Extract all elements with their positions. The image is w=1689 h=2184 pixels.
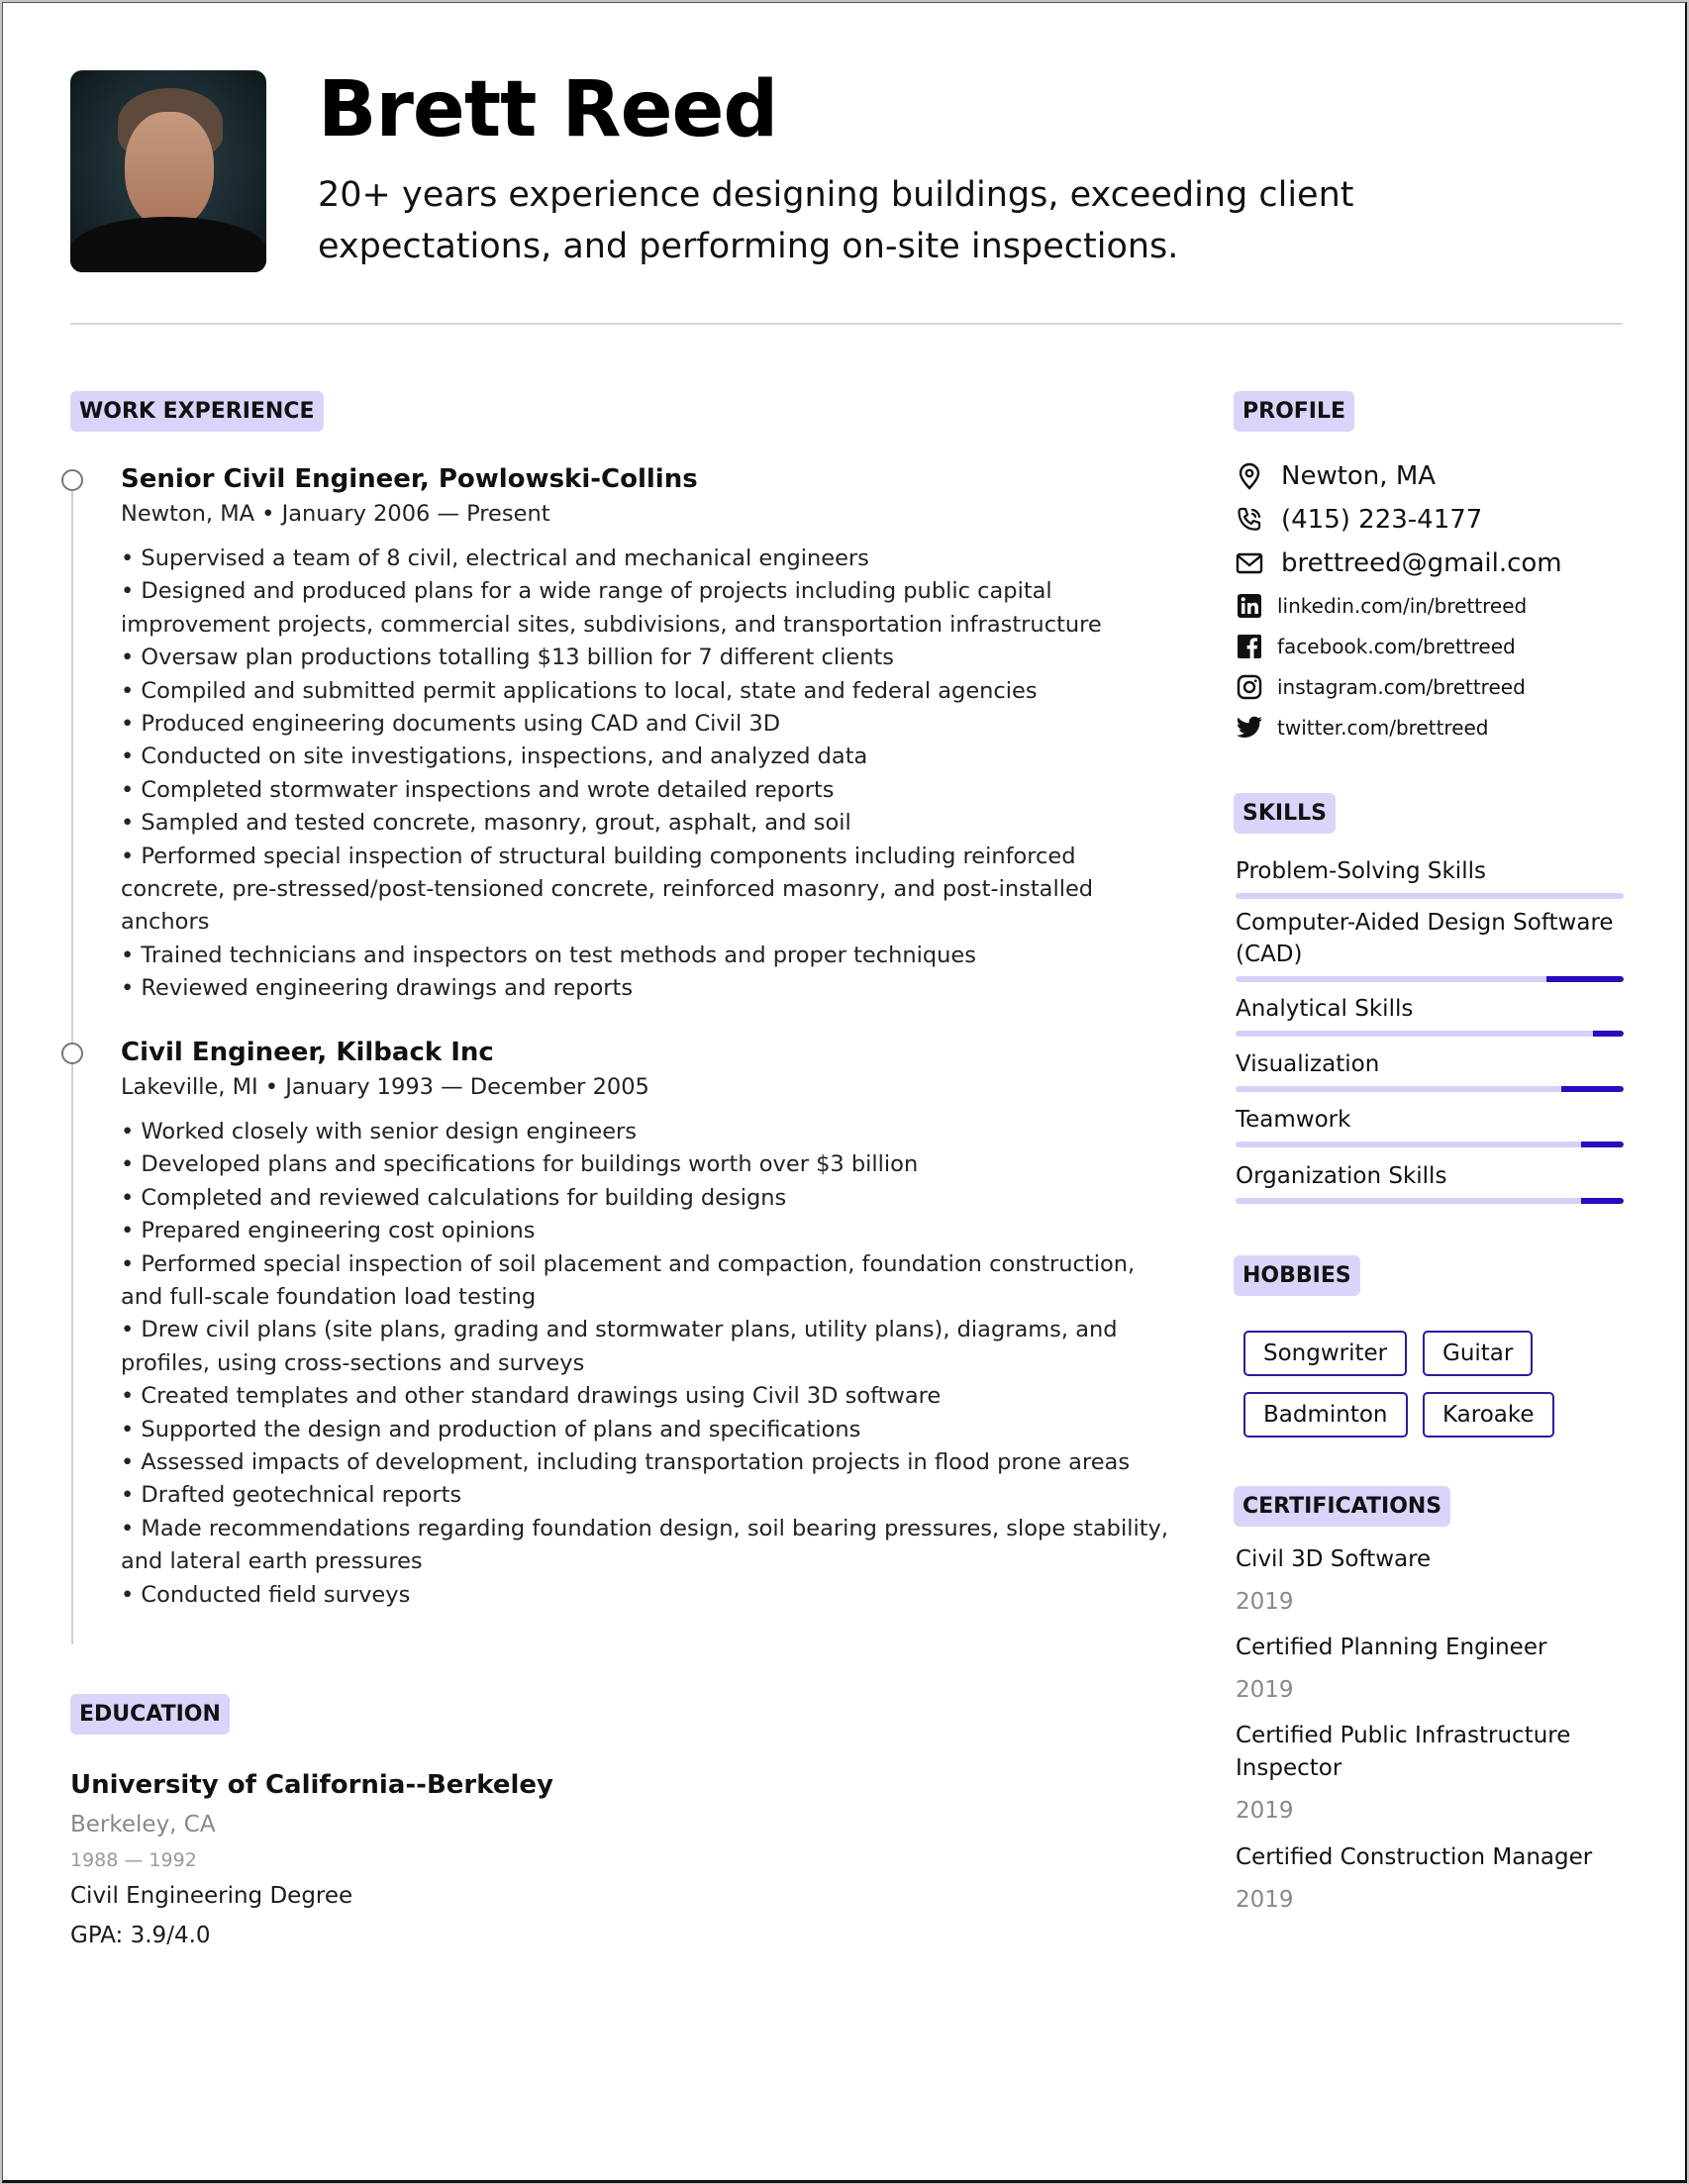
job-meta: Newton, MA • January 2006 — Present: [121, 501, 550, 527]
timeline-dot: [61, 1042, 83, 1064]
education-school: University of California--Berkeley: [70, 1770, 553, 1800]
hobby-tag: Guitar: [1423, 1331, 1533, 1376]
linkedin-icon: [1236, 592, 1263, 620]
skill-label: Problem-Solving Skills: [1236, 858, 1486, 884]
skill-item: [1236, 907, 1624, 982]
skill-bar-fill: [1546, 976, 1624, 982]
skill-bar-fill: [1593, 1031, 1624, 1037]
section-heading-skills: SKILLS: [1234, 793, 1336, 834]
resume-page: [2, 2, 1687, 2183]
job-bullet: • Conducted field surveys: [121, 1581, 411, 1608]
job-bullet: • Assessed impacts of development, including transportation projects in flood prone areas: [121, 1449, 1131, 1476]
certification-item: [1236, 1720, 1624, 1828]
education-degree: Civil Engineering Degree: [70, 1883, 353, 1909]
contact-linkedin: [1236, 585, 1632, 626]
certification-year: 2019: [1236, 1798, 1294, 1824]
section-heading-work-experience: WORK EXPERIENCE: [70, 391, 324, 432]
location-pin-icon: [1236, 462, 1263, 490]
twitter-icon: [1236, 714, 1263, 742]
job-bullet: • Drew civil plans (site plans, grading and stormwater plans, utility plans), diagrams, and profiles, using cross-sections and surveys: [121, 1317, 1118, 1376]
job-bullet: • Drafted geotechnical reports: [121, 1482, 462, 1509]
job-bullet: • Completed stormwater inspections and wrote detailed reports: [121, 776, 835, 803]
job-bullet: • Trained technicians and inspectors on test methods and proper techniques: [121, 942, 976, 968]
job-entry: [121, 461, 1170, 1006]
contact-phone: [1236, 498, 1632, 542]
section-heading-hobbies: HOBBIES: [1234, 1255, 1360, 1296]
skill-bar: [1236, 1142, 1624, 1147]
photo-shirt: [70, 217, 266, 272]
skill-bar: [1236, 976, 1624, 982]
contact-phone-text: (415) 223-4177: [1281, 505, 1483, 535]
job-title: Senior Civil Engineer, Powlowski-Collins: [121, 464, 698, 494]
skill-label: Organization Skills: [1236, 1163, 1447, 1189]
hobby-tag: Badminton: [1243, 1392, 1408, 1438]
job-bullet: • Conducted on site investigations, inspections, and analyzed data: [121, 744, 868, 770]
job-bullet: • Compiled and submitted permit applications to local, state and federal agencies: [121, 677, 1038, 704]
skill-bar: [1236, 1086, 1624, 1092]
job-bullet: • Supported the design and production of plans and specifications: [121, 1416, 861, 1442]
certification-item: [1236, 1632, 1624, 1707]
job-bullet: • Completed and reviewed calculations for building designs: [121, 1184, 787, 1211]
certification-name: Certified Planning Engineer: [1236, 1635, 1547, 1660]
contact-email-text[interactable]: brettreed@gmail.com: [1281, 548, 1562, 578]
contact-list: [1236, 454, 1632, 747]
facebook-icon: [1236, 633, 1263, 660]
certification-name: Civil 3D Software: [1236, 1546, 1432, 1572]
certification-item: [1236, 1841, 1624, 1917]
job-bullet: • Performed special inspection of structural building components including reinforced concrete, pre-stressed/post-tensioned concrete, reinforced masonry, and post-installed anchors: [121, 843, 1094, 936]
job-entry: [121, 1035, 1170, 1612]
candidate-name: Brett Reed: [318, 65, 778, 154]
contact-instagram: [1236, 666, 1632, 707]
education-location: Berkeley, CA: [70, 1812, 216, 1837]
job-bullet: • Oversaw plan productions totalling $13 billion for 7 different clients: [121, 645, 895, 671]
skill-label: Analytical Skills: [1236, 996, 1414, 1022]
certification-name: Certified Public Infrastructure Inspector: [1236, 1723, 1571, 1781]
skill-item: [1236, 1048, 1624, 1092]
job-bullet: • Sampled and tested concrete, masonry, grout, asphalt, and soil: [121, 810, 851, 837]
section-heading-profile: PROFILE: [1234, 391, 1354, 432]
job-bullet: • Created templates and other standard drawings using Civil 3D software: [121, 1383, 942, 1410]
job-bullet: • Worked closely with senior design engineers: [121, 1119, 638, 1144]
certification-year: 2019: [1236, 1589, 1294, 1615]
contact-linkedin-text[interactable]: linkedin.com/in/brettreed: [1277, 593, 1528, 618]
certification-year: 2019: [1236, 1887, 1294, 1913]
certification-year: 2019: [1236, 1677, 1294, 1703]
skill-bar: [1236, 893, 1624, 899]
contact-facebook-text[interactable]: facebook.com/brettreed: [1277, 634, 1516, 658]
skill-label: Visualization: [1236, 1051, 1380, 1077]
skill-bar-fill: [1561, 1086, 1624, 1092]
hobby-tag: Songwriter: [1243, 1331, 1407, 1376]
job-bullets: [121, 1116, 1170, 1612]
job-bullet: • Developed plans and specifications for buildings worth over $3 billion: [121, 1151, 919, 1178]
instagram-icon: [1236, 673, 1263, 701]
skill-item: [1236, 1160, 1624, 1204]
certification-item: [1236, 1543, 1624, 1619]
candidate-summary: 20+ years experience designing buildings, exceeding client expectations, and performing on-site inspections.: [318, 175, 1354, 266]
contact-location-text: Newton, MA: [1281, 461, 1437, 491]
skill-bar: [1236, 1031, 1624, 1037]
skill-label: Teamwork: [1236, 1107, 1351, 1133]
section-heading-certifications: CERTIFICATIONS: [1234, 1486, 1450, 1527]
profile-photo: [70, 70, 266, 272]
phone-icon: [1236, 506, 1263, 534]
section-heading-education: EDUCATION: [70, 1694, 230, 1735]
hobby-tag: Karoake: [1423, 1392, 1554, 1438]
job-bullet: • Designed and produced plans for a wide range of projects including public capital improvement projects, commercial sites, subdivisions, and transportation infrastructure: [121, 578, 1102, 638]
education-years: 1988 — 1992: [70, 1849, 197, 1871]
job-bullets: [121, 543, 1170, 1006]
contact-facebook: [1236, 626, 1632, 666]
certification-name: Certified Construction Manager: [1236, 1844, 1593, 1870]
job-bullet: • Supervised a team of 8 civil, electrical and mechanical engineers: [121, 546, 869, 571]
contact-twitter: [1236, 707, 1632, 747]
job-bullet: • Performed special inspection of soil placement and compaction, foundation construction, and full-scale foundation load testing: [121, 1250, 1136, 1311]
job-bullet: • Prepared engineering cost opinions: [121, 1218, 536, 1244]
skill-bar: [1236, 1198, 1624, 1204]
skill-label: Computer-Aided Design Software (CAD): [1236, 910, 1614, 967]
skill-item: [1236, 993, 1624, 1037]
timeline-dot: [61, 469, 83, 491]
job-bullet: • Reviewed engineering drawings and reports: [121, 975, 634, 1002]
contact-instagram-text[interactable]: instagram.com/brettreed: [1277, 674, 1526, 699]
header-divider: [70, 323, 1623, 325]
skill-item: [1236, 855, 1624, 899]
contact-location: [1236, 454, 1632, 498]
job-meta: Lakeville, MI • January 1993 — December 2005: [121, 1074, 649, 1100]
education-gpa: GPA: 3.9/4.0: [70, 1923, 211, 1948]
skill-item: [1236, 1104, 1624, 1147]
skill-bar-fill: [1581, 1198, 1624, 1204]
contact-twitter-text[interactable]: twitter.com/brettreed: [1277, 715, 1489, 740]
education-entry: [70, 1765, 553, 1955]
photo-face: [125, 112, 214, 229]
job-bullet: • Made recommendations regarding foundation design, soil bearing pressures, slope stability, and lateral earth pressures: [121, 1515, 1168, 1575]
contact-email: [1236, 542, 1632, 585]
skill-bar-fill: [1581, 1142, 1624, 1147]
job-bullet: • Produced engineering documents using CAD and Civil 3D: [121, 711, 781, 738]
email-icon: [1236, 549, 1263, 577]
job-title: Civil Engineer, Kilback Inc: [121, 1038, 494, 1067]
